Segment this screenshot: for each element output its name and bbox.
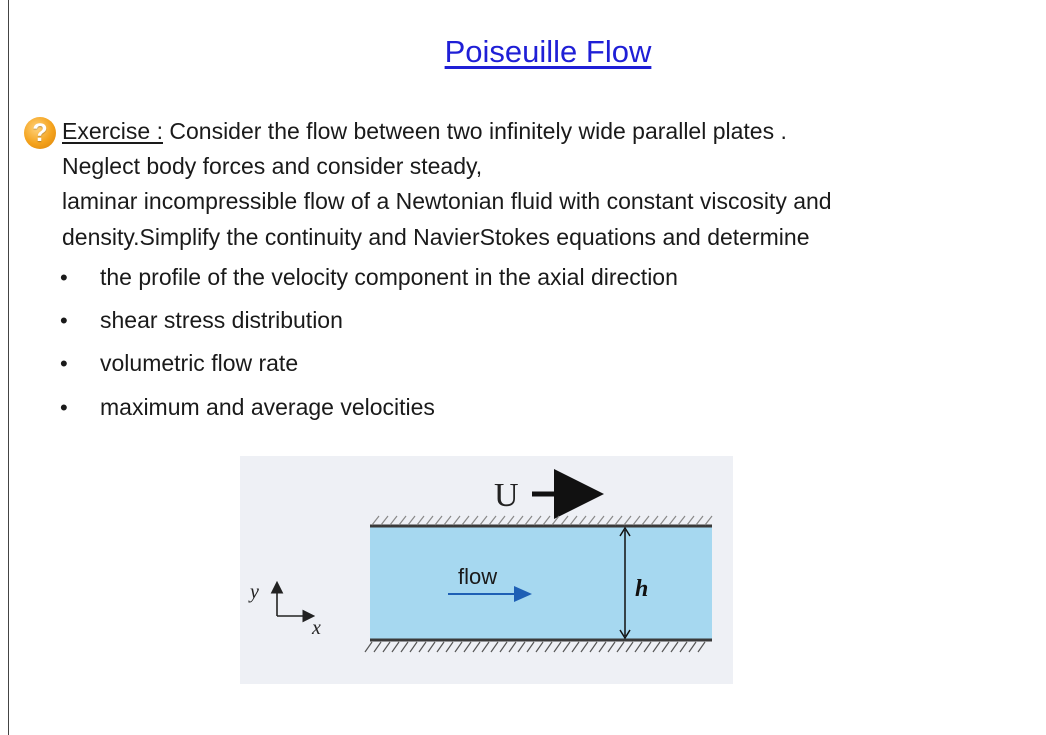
hatch-mark bbox=[570, 516, 577, 525]
hatch-mark bbox=[435, 516, 442, 525]
hatch-mark bbox=[662, 642, 669, 652]
hatch-mark bbox=[698, 642, 705, 652]
hatch-mark bbox=[705, 516, 712, 525]
hatch-mark bbox=[660, 516, 667, 525]
hatch-mark bbox=[480, 516, 487, 525]
exercise-line-3: laminar incompressible flow of a Newtonian fluid with constant viscosity and bbox=[62, 188, 832, 214]
hatch-mark bbox=[507, 516, 514, 525]
hatch-mark bbox=[392, 642, 399, 652]
hatch-mark bbox=[401, 642, 408, 652]
hatch-mark bbox=[615, 516, 622, 525]
hatch-mark bbox=[419, 642, 426, 652]
hatch-mark bbox=[390, 516, 397, 525]
hatch-mark bbox=[653, 642, 660, 652]
hatch-mark bbox=[410, 642, 417, 652]
hatch-mark bbox=[608, 642, 615, 652]
hatch-mark bbox=[536, 642, 543, 652]
bullet-item: volumetric flow rate bbox=[100, 350, 299, 376]
bullet-marker: • bbox=[60, 265, 68, 290]
hatch-mark bbox=[428, 642, 435, 652]
hatch-mark bbox=[498, 516, 505, 525]
hatch-mark bbox=[525, 516, 532, 525]
hatch-mark bbox=[680, 642, 687, 652]
bullet-marker: • bbox=[60, 351, 68, 376]
bullet-item: the profile of the velocity component in the axial direction bbox=[100, 264, 678, 290]
hatch-mark bbox=[381, 516, 388, 525]
hatch-mark bbox=[372, 516, 379, 525]
hatch-mark bbox=[606, 516, 613, 525]
poiseuille-flow-figure bbox=[240, 456, 733, 684]
top-plate-hatching bbox=[372, 516, 712, 525]
hatch-mark bbox=[671, 642, 678, 652]
hatch-mark bbox=[383, 642, 390, 652]
hatch-mark bbox=[534, 516, 541, 525]
hatch-mark bbox=[554, 642, 561, 652]
hatch-mark bbox=[527, 642, 534, 652]
hatch-mark bbox=[408, 516, 415, 525]
hatch-mark bbox=[462, 516, 469, 525]
hatch-mark bbox=[374, 642, 381, 652]
hatch-mark bbox=[635, 642, 642, 652]
hatch-mark bbox=[446, 642, 453, 652]
hatch-mark bbox=[581, 642, 588, 652]
hatch-mark bbox=[687, 516, 694, 525]
hatch-mark bbox=[588, 516, 595, 525]
hatch-mark bbox=[464, 642, 471, 652]
exercise-line-2: Neglect body forces and consider steady, bbox=[62, 153, 483, 179]
fluid-region bbox=[370, 526, 712, 640]
hatch-mark bbox=[482, 642, 489, 652]
bottom-plate-hatching bbox=[365, 642, 705, 652]
hatch-mark bbox=[579, 516, 586, 525]
hatch-mark bbox=[473, 642, 480, 652]
hatch-mark bbox=[545, 642, 552, 652]
hatch-mark bbox=[696, 516, 703, 525]
hatch-mark bbox=[590, 642, 597, 652]
hatch-mark bbox=[572, 642, 579, 652]
hatch-mark bbox=[651, 516, 658, 525]
page-border bbox=[8, 0, 9, 735]
hatch-mark bbox=[633, 516, 640, 525]
hatch-mark bbox=[669, 516, 676, 525]
bullet-marker: • bbox=[60, 308, 68, 333]
x-axis-label: x bbox=[312, 617, 321, 639]
hatch-mark bbox=[624, 516, 631, 525]
exercise-line-1 bbox=[62, 118, 787, 145]
bullet-item: shear stress distribution bbox=[100, 307, 343, 333]
hatch-mark bbox=[471, 516, 478, 525]
bullet-item: maximum and average velocities bbox=[100, 394, 435, 420]
hatch-mark bbox=[561, 516, 568, 525]
hatch-mark bbox=[509, 642, 516, 652]
velocity-U-label: U bbox=[494, 477, 519, 514]
hatch-mark bbox=[426, 516, 433, 525]
flow-label: flow bbox=[458, 564, 498, 589]
hatch-mark bbox=[689, 642, 696, 652]
hatch-mark bbox=[543, 516, 550, 525]
help-icon: ? bbox=[24, 117, 56, 149]
hatch-mark bbox=[489, 516, 496, 525]
hatch-mark bbox=[444, 516, 451, 525]
hatch-mark bbox=[617, 642, 624, 652]
exercise-line-4: density.Simplify the continuity and NavierStokes equations and determine bbox=[62, 224, 810, 250]
exercise-label: Exercise : bbox=[62, 118, 163, 144]
hatch-mark bbox=[500, 642, 507, 652]
hatch-mark bbox=[642, 516, 649, 525]
exercise-line-1-text: Consider the flow between two infinitely wide parallel plates . bbox=[162, 118, 787, 144]
hatch-mark bbox=[399, 516, 406, 525]
y-axis-label: y bbox=[250, 581, 259, 603]
hatch-mark bbox=[417, 516, 424, 525]
height-h-label: h bbox=[635, 576, 649, 602]
flow-diagram bbox=[240, 456, 733, 684]
hatch-mark bbox=[437, 642, 444, 652]
hatch-mark bbox=[552, 516, 559, 525]
bullet-marker: • bbox=[60, 395, 68, 420]
hatch-mark bbox=[626, 642, 633, 652]
hatch-mark bbox=[453, 516, 460, 525]
hatch-mark bbox=[516, 516, 523, 525]
hatch-mark bbox=[518, 642, 525, 652]
hatch-mark bbox=[599, 642, 606, 652]
hatch-mark bbox=[644, 642, 651, 652]
hatch-mark bbox=[678, 516, 685, 525]
page-title[interactable]: Poiseuille Flow bbox=[444, 34, 652, 69]
hatch-mark bbox=[365, 642, 372, 652]
hatch-mark bbox=[597, 516, 604, 525]
hatch-mark bbox=[491, 642, 498, 652]
hatch-mark bbox=[563, 642, 570, 652]
hatch-mark bbox=[455, 642, 462, 652]
